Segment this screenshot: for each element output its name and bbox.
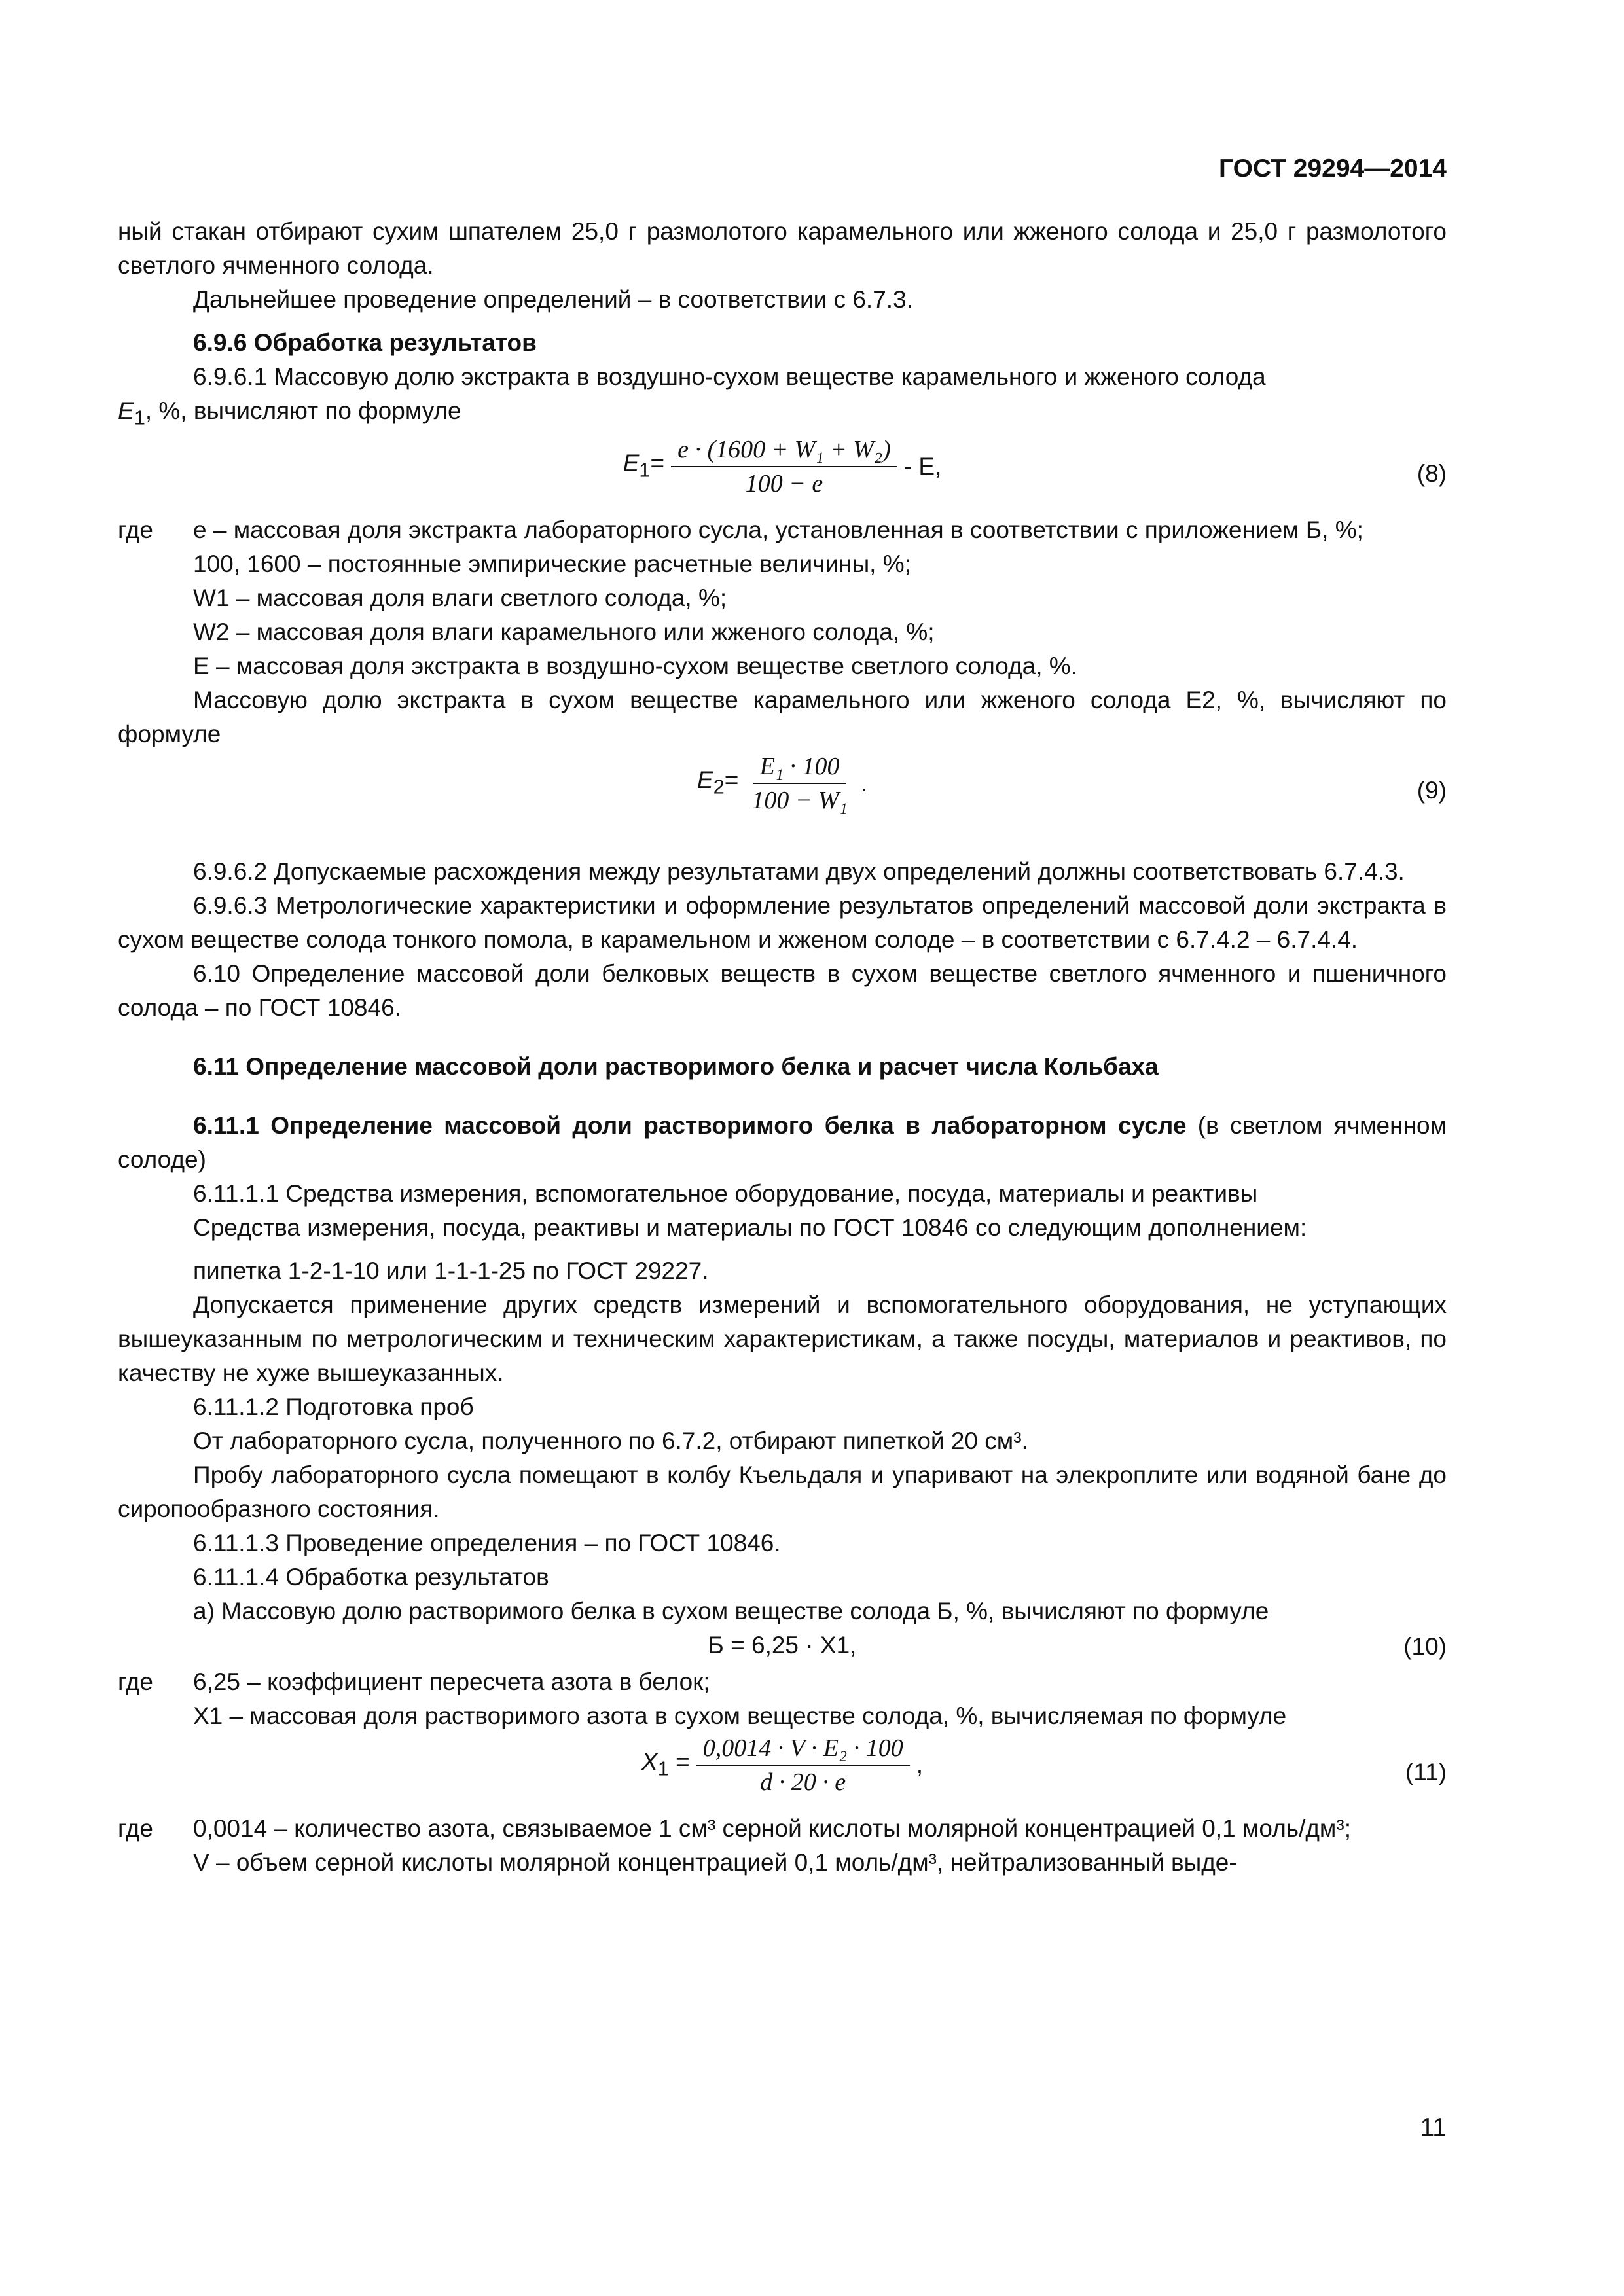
paragraph: 6.11.1.2 Подготовка проб [193, 1393, 474, 1421]
page-number: 11 [1420, 2113, 1447, 2142]
paragraph: 6.11.1.1 Средства измерения, вспомогательное оборудование, посуда, материалы и реактивы [193, 1180, 1258, 1208]
variable-definition: 6,25 – коэффициент пересчета азота в белок; [193, 1668, 710, 1696]
formula-tail: . [860, 770, 868, 797]
formula-number: (9) [1416, 777, 1447, 804]
paragraph: 6.11.1.4 Обработка результатов [193, 1564, 549, 1591]
paragraph: Дальнейшее проведение определений – в соответствии с 6.7.3. [193, 286, 913, 313]
variable-definition: е – массовая доля экстракта лабораторного сусла, установленная в соответствии с приложением Б, %; [193, 516, 1363, 544]
paragraph: Массовую долю экстракта в сухом веществе карамельного или жженого солода E2, %, вычисляют по формуле [118, 687, 1447, 748]
formula-9: $E_2=$ $\frac{\text{E₁ · 100}}{\text{100 − W₁}}$ . (9) [696, 753, 1447, 815]
denominator: d · 20 · e [760, 1768, 846, 1797]
paragraph: Средства измерения, посуда, реактивы и материалы по ГОСТ 10846 со следующим дополнением: [193, 1214, 1307, 1242]
numerator: e · (1600 + W₁ + W₂) [671, 435, 897, 467]
denominator: 100 − W₁ [751, 787, 848, 815]
variable-definition: 0,0014 – количество азота, связываемое 1 см³ серной кислоты молярной концентрацией 0,1 моль/дм³; [193, 1815, 1351, 1842]
paragraph-6-9-6-1-cont: $E_1$, %, вычисляют по формуле [118, 397, 461, 429]
page-content [118, 215, 1447, 1880]
section-heading-6-11-1: 6.11.1 Определение массовой доли растворимого белка в лабораторном сусле (в светлом ячменном солоде) [118, 1112, 1447, 1174]
formula-number: (11) [1405, 1759, 1447, 1786]
formula-10 [118, 1628, 1447, 1665]
variable-definition: V – объем серной кислоты молярной концентрацией 0,1 моль/дм³, нейтрализованный выде- [193, 1849, 1237, 1876]
variable-definition: W2 – массовая доля влаги карамельного или жженого солода, %; [193, 619, 935, 646]
variable-definition: W1 – массовая доля влаги светлого солода, %; [193, 584, 727, 612]
where-label: где [118, 1668, 154, 1696]
variable-definition: X1 – массовая доля растворимого азота в сухом веществе солода, %, вычисляемая по формуле [193, 1702, 1287, 1730]
formula-11: $X_1$ = $\frac{\text{0,0014 · V · E₂ · 100}}{d \cdot 20 \cdot e}$ , (11) [641, 1734, 1447, 1797]
paragraph: ный стакан отбирают сухим шпателем 25,0 г размолотого карамельного или жженого солода и 25,0 г размолотого светлого ячменного солода. [118, 218, 1447, 279]
where-clause [118, 513, 1447, 547]
variable-definition: 100, 1600 – постоянные эмпирические расчетные величины, %; [193, 550, 911, 578]
formula-tail: - E, [903, 453, 942, 480]
section-heading-6-9-6: 6.9.6 Обработка результатов [193, 329, 537, 356]
paragraph: а) Массовую долю растворимого белка в сухом веществе солода Б, %, вычисляют по формуле [193, 1598, 1269, 1625]
variable-definition: E – массовая доля экстракта в воздушно-сухом веществе светлого солода, %. [193, 653, 1077, 680]
formula-tail: , [916, 1751, 923, 1779]
numerator: 0,0014 · V · E₂ · 100 [696, 1733, 910, 1766]
fraction [745, 751, 854, 816]
where-clause [118, 1665, 1447, 1699]
section-heading-6-11: 6.11 Определение массовой доли растворимого белка и расчет числа Кольбаха [193, 1053, 1159, 1081]
denominator: 100 − e [745, 470, 823, 498]
paragraph: От лабораторного сусла, полученного по 6.7.2, отбирают пипеткой 20 см³. [193, 1427, 1028, 1455]
paragraph-6-9-6-1: 6.9.6.1 Массовую долю экстракта в воздушно-сухом веществе карамельного и жженого солода [193, 363, 1266, 390]
paragraph: пипетка 1-2-1-10 или 1-1-1-25 по ГОСТ 29227. [193, 1257, 709, 1285]
paragraph-6-9-6-3: 6.9.6.3 Метрологические характеристики и оформление результатов определений массовой доли экстракта в сухом веществе солода тонкого помола, в карамельном и жженом солоде – в соответствии с 6.7.4.2 – 6.7.4.4. [118, 892, 1447, 954]
paragraph-6-10: 6.10 Определение массовой доли белковых веществ в сухом веществе светлого ячменного и пшеничного солода – по ГОСТ 10846. [118, 960, 1447, 1022]
numerator: E₁ · 100 [753, 751, 846, 784]
fraction [696, 1733, 910, 1797]
formula-text: Б = 6,25 · X1, [708, 1632, 857, 1659]
standard-code-header: ГОСТ 29294—2014 [1219, 154, 1447, 183]
where-label: где [118, 516, 154, 544]
where-clause [118, 1812, 1447, 1846]
paragraph: Допускается применение других средств измерений и вспомогательного оборудования, не уступающих вышеуказанным по метрологическим и техническим характеристикам, а также посуды, материалов и реактивов, по качеству не хуже вышеуказанных. [118, 1291, 1447, 1387]
paragraph: Пробу лабораторного сусла помещают в колбу Къельдаля и упаривают на элекроплите или водяной бане до сиропообразного состояния. [118, 1462, 1447, 1523]
paragraph-6-9-6-2: 6.9.6.2 Допускаемые расхождения между результатами двух определений должны соответствовать 6.7.4.3. [193, 858, 1405, 886]
paragraph: 6.11.1.3 Проведение определения – по ГОСТ 10846. [193, 1530, 781, 1557]
formula-8: $E_1=$ $\frac{\text{e · (1600 + W₁ + W₂)}}{100 - e}$ - E, (8) [623, 436, 1447, 498]
fraction [671, 435, 897, 499]
formula-number: (10) [1403, 1633, 1447, 1660]
formula-number: (8) [1416, 460, 1447, 488]
where-label: где [118, 1815, 154, 1842]
